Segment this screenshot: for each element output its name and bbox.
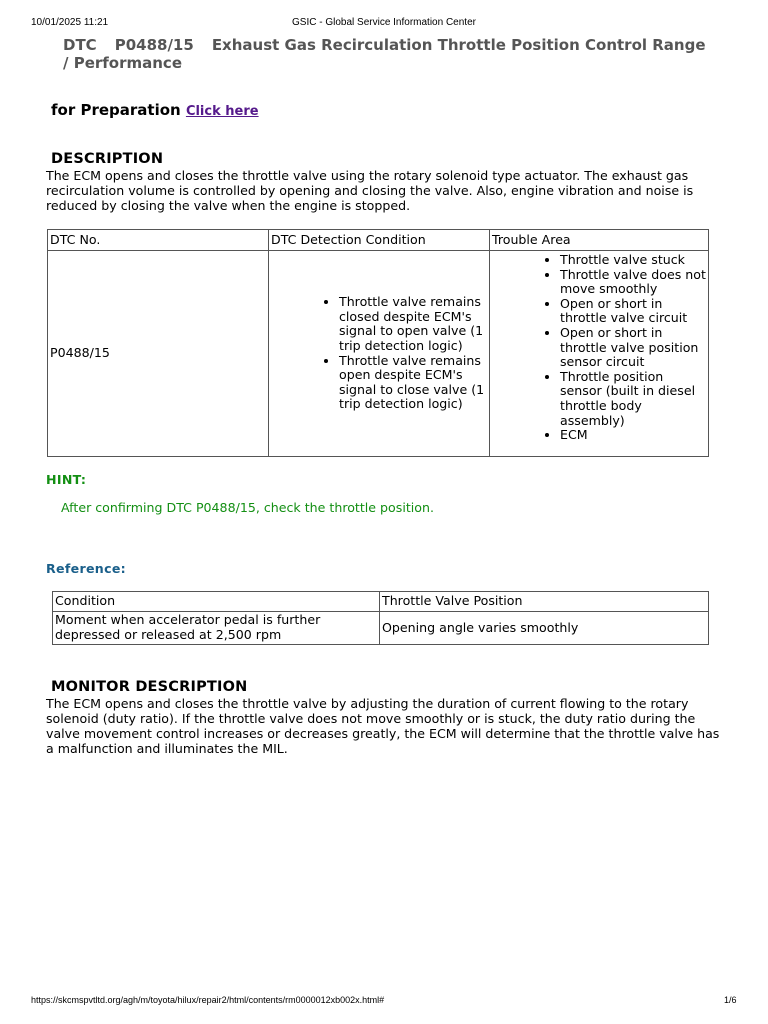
print-title: GSIC - Global Service Information Center	[292, 17, 476, 28]
monitor-heading: MONITOR DESCRIPTION	[51, 679, 248, 695]
monitor-text: The ECM opens and closes the throttle valve by adjusting the duration of current flowing to the rotary solenoid (duty ratio). If the throttle valve does not move smoothly or is stuck, the duty ratio during the valve movement control increases or decreases greatly, the ECM will determine that the throttle valve has a malfunction and illuminates the MIL.	[46, 696, 720, 756]
reference-condition-cell: Moment when accelerator pedal is further depressed or released at 2,500 rpm	[53, 612, 380, 645]
preparation-link[interactable]: Click here	[185, 104, 259, 119]
dtc-header-no: DTC No.	[48, 230, 269, 251]
list-item: • Open or short in throttle valve position sensor circuit	[560, 326, 706, 370]
dtc-table-header-row	[48, 230, 709, 251]
hint-label: HINT:	[46, 472, 87, 487]
table-row	[53, 612, 709, 645]
list-item: • Throttle valve does not move smoothly	[560, 268, 706, 297]
reference-header-condition: Condition	[53, 592, 380, 612]
reference-header-row	[53, 592, 709, 612]
reference-position-cell: Opening angle varies smoothly	[380, 612, 709, 645]
print-url: https://skcmspvtltd.org/agh/m/toyota/hilux/repair2/html/contents/rm0000012xb002x.html#	[31, 995, 385, 1005]
dtc-condition-cell	[269, 251, 490, 457]
condition-list	[319, 295, 487, 412]
dtc-trouble-cell	[490, 251, 709, 457]
dtc-number-cell: P0488/15	[48, 251, 269, 457]
reference-header-position: Throttle Valve Position	[380, 592, 709, 612]
print-page-number: 1/6	[724, 995, 737, 1005]
list-item: • ECM	[560, 428, 706, 443]
hint-text: After confirming DTC P0488/15, check the throttle position.	[61, 500, 434, 515]
print-date: 10/01/2025 11:21	[31, 17, 109, 28]
description-text: The ECM opens and closes the throttle valve using the rotary solenoid type actuator. The exhaust gas recirculation volume is controlled by opening and closing the valve. Also, engine vibration and noise is reduced by closing the valve when the engine is stopped.	[46, 168, 694, 213]
list-item: • Throttle position sensor (built in diesel throttle body assembly)	[560, 370, 706, 428]
list-item: • Throttle valve remains open despite ECM's signal to close valve (1 trip detection logic)	[339, 354, 487, 412]
title-dtc-code: P0488/15	[114, 36, 194, 54]
dtc-header-trouble: Trouble Area	[490, 230, 709, 251]
reference-label: Reference:	[46, 561, 127, 576]
title-dtc-label: DTC	[63, 36, 97, 54]
page-title	[63, 36, 713, 72]
reference-table	[52, 591, 709, 645]
table-row	[48, 251, 709, 457]
description-heading: DESCRIPTION	[51, 151, 164, 167]
preparation-line	[51, 101, 259, 119]
title-text: Exhaust Gas Recirculation Throttle Position Control Range / Performance	[63, 36, 706, 72]
preparation-label: for Preparation	[51, 101, 181, 119]
trouble-list	[540, 253, 706, 443]
list-item: • Open or short in throttle valve circuit	[560, 297, 706, 326]
list-item: • Throttle valve stuck	[560, 253, 706, 268]
dtc-header-condition: DTC Detection Condition	[269, 230, 490, 251]
dtc-table	[47, 229, 709, 457]
list-item: • Throttle valve remains closed despite ECM's signal to open valve (1 trip detection logic)	[339, 295, 487, 353]
